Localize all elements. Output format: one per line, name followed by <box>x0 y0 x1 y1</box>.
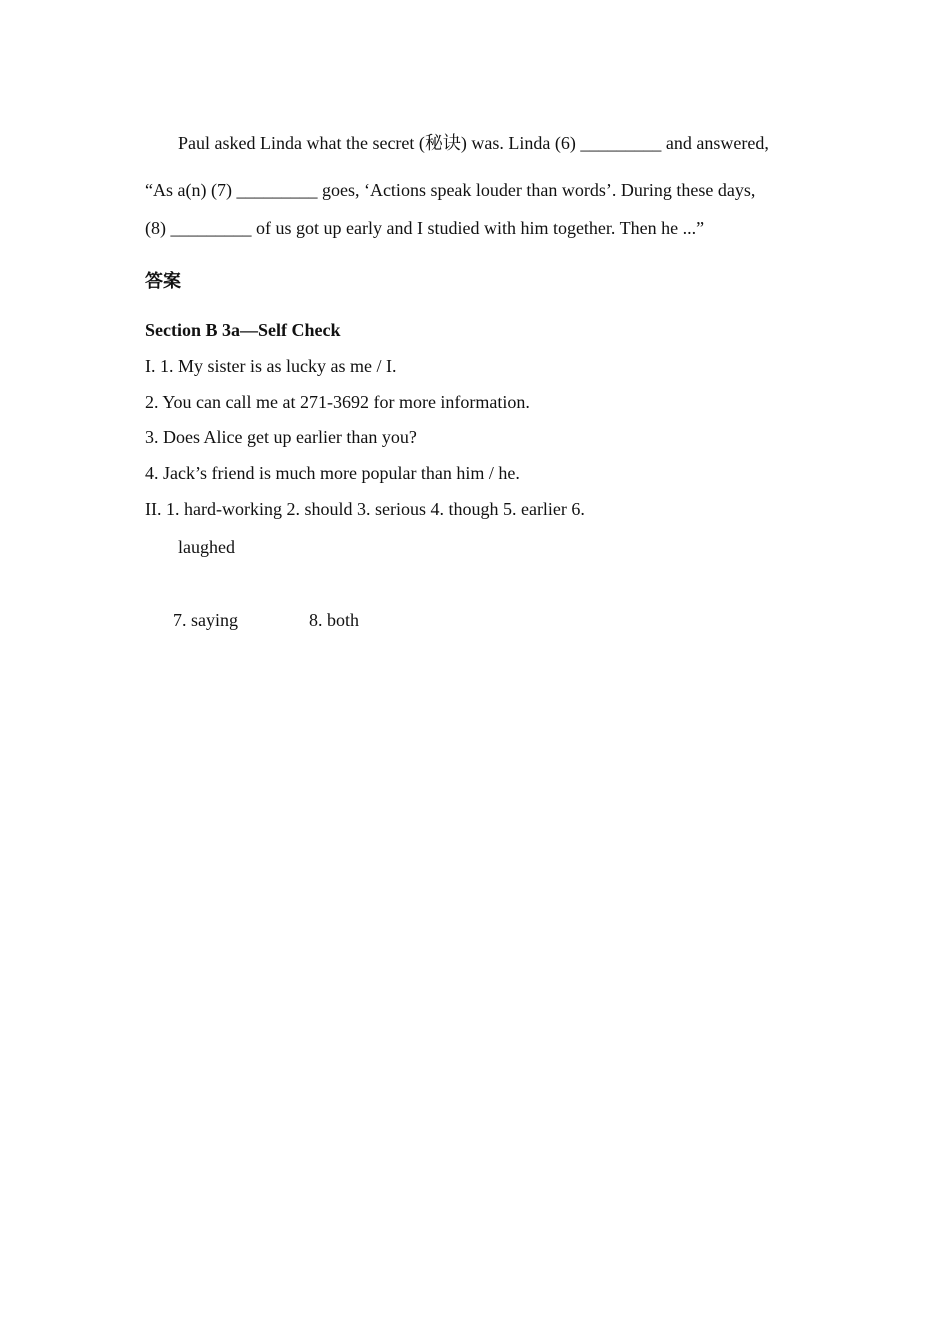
answer-part2-line-1: II. 1. hard-working 2. should 3. serious 4. though 5. earlier 6. <box>145 499 585 519</box>
passage-line-1: Paul asked Linda what the secret (秘诀) was. Linda (6) _________ and answered, <box>178 133 769 153</box>
answer-part2-item-8: 8. both <box>309 610 360 630</box>
answer-part2-item-7: 7. saying <box>173 610 238 630</box>
answer-part2-line-2: laughed <box>178 537 235 557</box>
passage-line-3: (8) _________ of us got up early and I studied with him together. Then he ...” <box>145 218 705 238</box>
section-title: Section B 3a—Self Check <box>145 320 341 340</box>
answers-heading: 答案 <box>145 271 181 292</box>
passage-line-2: “As a(n) (7) _________ goes, ‘Actions speak louder than words’. During these days, <box>145 180 756 200</box>
answer-part1-item-1: I. 1. My sister is as lucky as me / I. <box>145 356 397 376</box>
answer-part1-item-2: 2. You can call me at 271-3692 for more information. <box>145 392 530 412</box>
answer-part1-item-3: 3. Does Alice get up earlier than you? <box>145 427 417 447</box>
answer-part1-item-4: 4. Jack’s friend is much more popular than him / he. <box>145 463 520 483</box>
